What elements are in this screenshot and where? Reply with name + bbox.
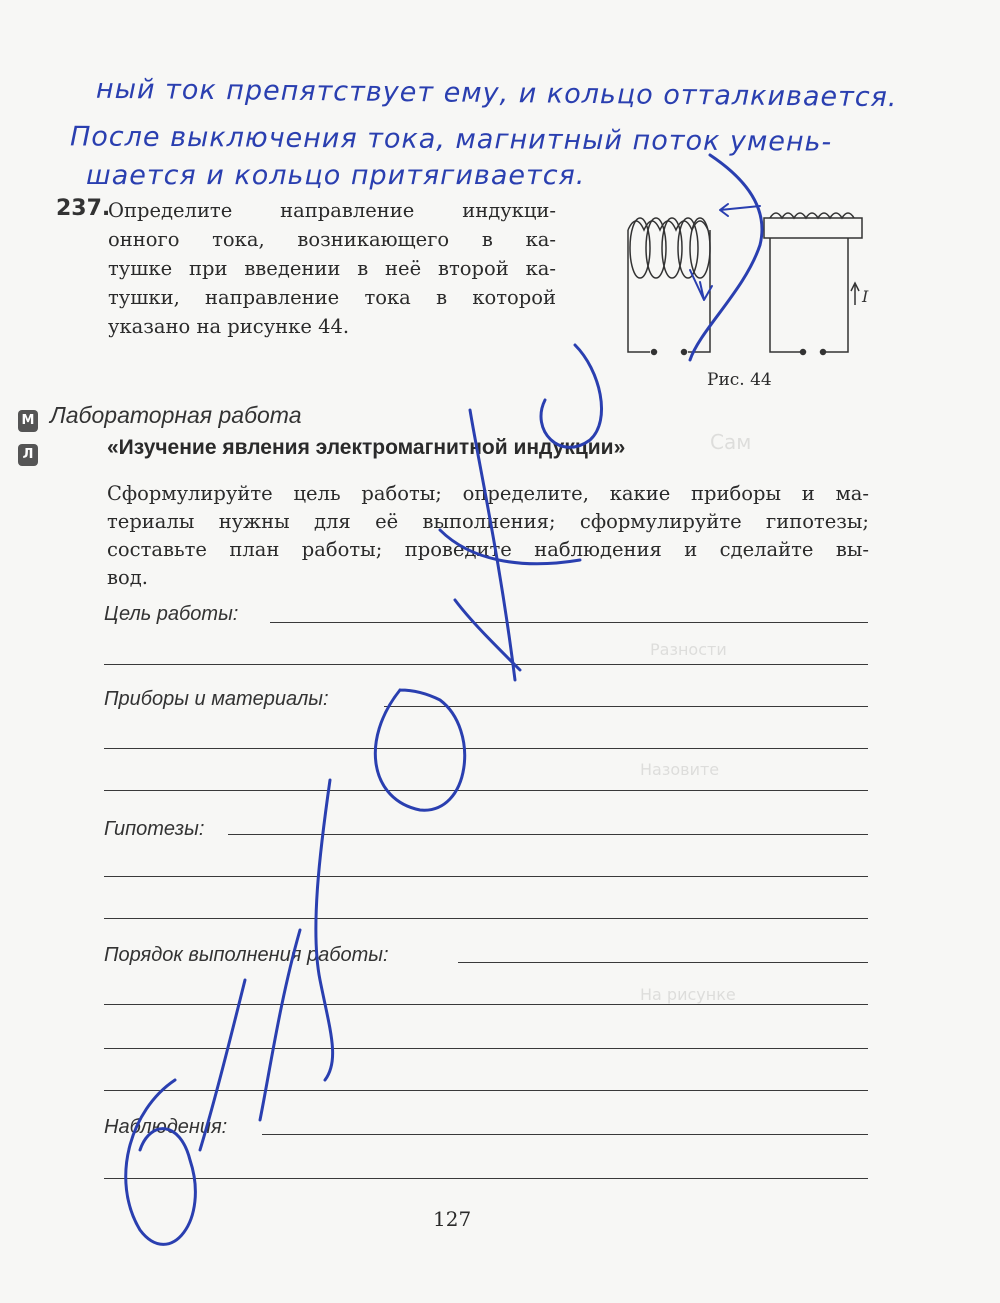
instruction-line: териалы нужны для её выполнения; сформулируйте гипотезы;	[107, 510, 869, 533]
lab-title: «Изучение явления электромагнитной индукции»	[107, 436, 626, 459]
m-badge-icon: М	[18, 410, 38, 432]
task-line: тушке при введении в неё второй ка-	[108, 257, 556, 280]
task-line: указано на рисунке 44.	[108, 315, 350, 338]
task-line: Определите направление индукци-	[108, 199, 556, 222]
bleed-through: Назовите	[640, 760, 720, 779]
instruction-line: составьте план работы; проведите наблюдения и сделайте вы-	[107, 538, 869, 561]
handwritten-answer-line-3: шается и кольцо притягивается.	[86, 160, 586, 191]
task-line: онного тока, возникающего в ка-	[108, 228, 556, 251]
page-number: 127	[433, 1207, 472, 1231]
goal-label: Цель работы:	[104, 603, 239, 625]
l-badge-icon: Л	[18, 444, 38, 466]
equipment-label: Приборы и материалы:	[104, 688, 329, 710]
procedure-label: Порядок выполнения работы:	[104, 944, 389, 966]
figure-caption: Рис. 44	[707, 370, 772, 390]
handwritten-answer-line-2: После выключения тока, магнитный поток умень-	[69, 121, 833, 158]
current-label: I	[862, 287, 869, 306]
lab-heading: Лабораторная работа	[50, 402, 302, 428]
hypotheses-label: Гипотезы:	[104, 818, 205, 840]
bleed-through: Разности	[650, 640, 727, 659]
task-number: 237.	[56, 196, 111, 221]
instruction-line: Сформулируйте цель работы; определите, какие приборы и ма-	[107, 482, 869, 505]
observations-label: Наблюдения:	[104, 1116, 228, 1138]
handwritten-answer-line-1: ный ток препятствует ему, и кольцо отталкивается.	[95, 73, 898, 114]
bleed-through: Сам	[710, 430, 752, 454]
task-line: тушки, направление тока в которой	[108, 286, 556, 309]
bleed-through: На рисунке	[640, 985, 736, 1004]
instruction-line: вод.	[107, 566, 148, 589]
